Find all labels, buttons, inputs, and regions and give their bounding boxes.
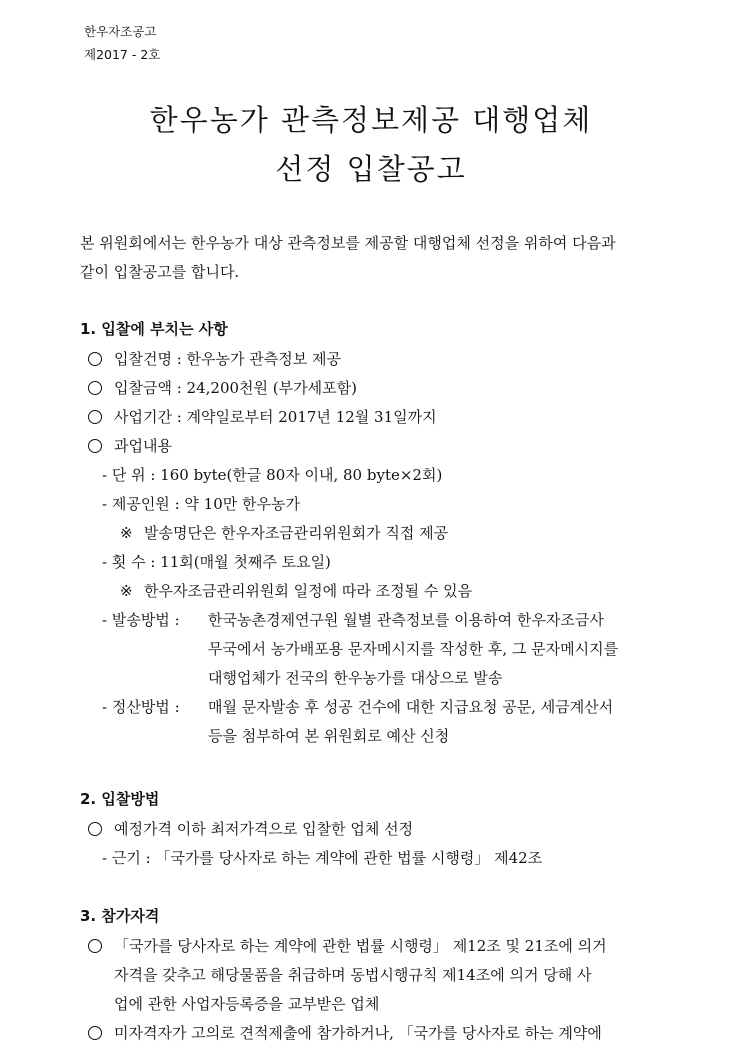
task-target: - 제공인원 : 약 10만 한우농가	[102, 495, 300, 513]
task-unit: - 단 위 : 160 byte(한글 80자 이내, 80 byte×2회)	[102, 466, 443, 484]
circle-bullet-icon	[88, 822, 102, 836]
list-item: 입찰금액 : 24,200천원 (부가세포함)	[88, 377, 357, 398]
list-item: 과업내용	[88, 435, 172, 456]
list-item: 「국가를 당사자로 하는 계약에 관한 법률 시행령」 제12조 및 21조에 의거	[88, 935, 607, 956]
task-settle-line-1: 매월 문자발송 후 성공 건수에 대한 지급요청 공문, 세금계산서	[208, 698, 614, 716]
notice-org: 한우자조공고	[84, 24, 157, 39]
list-item: 예정가격 이하 최저가격으로 입찰한 업체 선정	[88, 818, 413, 839]
eligibility-line-3: 업에 관한 사업자등록증을 교부받은 업체	[114, 995, 380, 1013]
circle-bullet-icon	[88, 410, 102, 424]
page-subtitle: 선정 입찰공고	[275, 152, 467, 186]
intro-line-2: 같이 입찰공고를 합니다.	[80, 263, 240, 281]
section-1-heading: 1. 입찰에 부치는 사항	[80, 320, 228, 338]
list-item: 입찰건명 : 한우농가 관측정보 제공	[88, 348, 341, 369]
task-settle-label: - 정산방법 :	[102, 698, 180, 716]
list-item: 사업기간 : 계약일로부터 2017년 12월 31일까지	[88, 406, 437, 427]
section-2-heading: 2. 입찰방법	[80, 790, 160, 808]
task-settle-line-2: 등을 첨부하여 본 위원회로 예산 신청	[208, 727, 450, 745]
task-count: - 횟 수 : 11회(매월 첫째주 토요일)	[102, 553, 331, 571]
task-method-line-1: 한국농촌경제연구원 월별 관측정보를 이용하여 한우자조금사	[208, 611, 604, 629]
intro-line-1: 본 위원회에서는 한우농가 대상 관측정보를 제공할 대행업체 선정을 위하여 다음과	[80, 234, 616, 252]
reference-mark-icon: ※	[120, 524, 133, 542]
task-method-label: - 발송방법 :	[102, 611, 180, 629]
task-target-note: ※ 발송명단은 한우자조금관리위원회가 직접 제공	[120, 524, 449, 542]
task-method-line-3: 대행업체가 전국의 한우농가를 대상으로 발송	[208, 669, 503, 687]
circle-bullet-icon	[88, 381, 102, 395]
task-count-note: ※ 한우자조금관리위원회 일정에 따라 조정될 수 있음	[120, 582, 473, 600]
circle-bullet-icon	[88, 352, 102, 366]
circle-bullet-icon	[88, 939, 102, 953]
reference-mark-icon: ※	[120, 582, 133, 600]
legal-basis: - 근기 : 「국가를 당사자로 하는 계약에 관한 법률 시행령」 제42조	[102, 849, 543, 867]
section-3-heading: 3. 참가자격	[80, 907, 160, 925]
notice-number: 제2017 - 2호	[84, 47, 161, 62]
page-title: 한우농가 관측정보제공 대행업체	[149, 103, 593, 137]
eligibility-line-2: 자격을 갖추고 해당물품을 취급하며 동법시행규칙 제14조에 의거 당해 사	[114, 966, 592, 984]
circle-bullet-icon	[88, 439, 102, 453]
task-method-line-2: 무국에서 농가배포용 문자메시지를 작성한 후, 그 문자메시지를	[208, 640, 619, 658]
list-item: 미자격자가 고의로 견적제출에 참가하거나, 「국가를 당사자로 하는 계약에	[88, 1022, 602, 1043]
circle-bullet-icon	[88, 1026, 102, 1040]
